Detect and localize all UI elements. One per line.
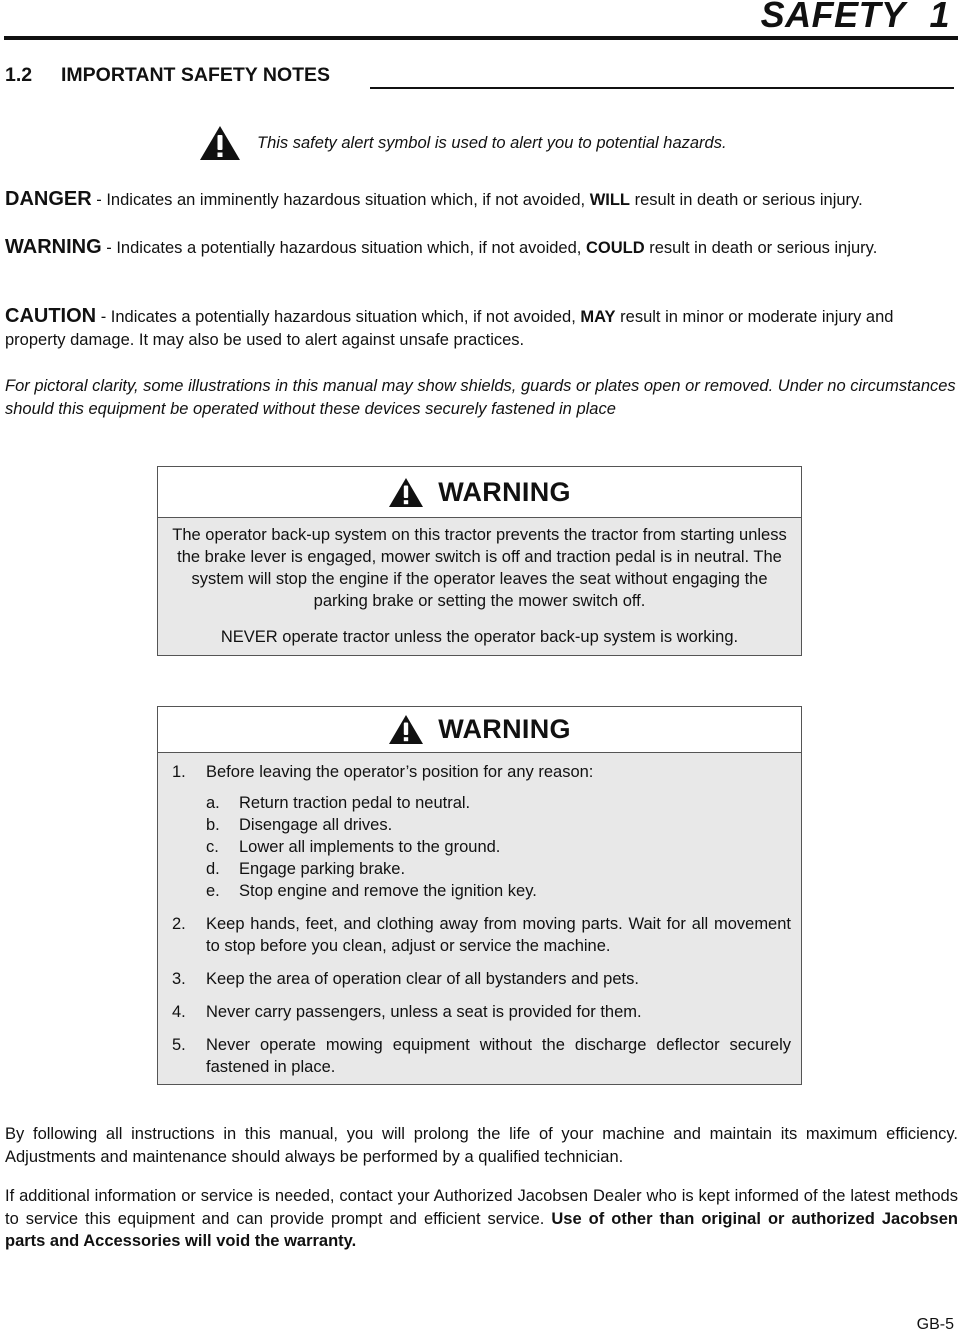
list-item-text: Never carry passengers, unless a seat is provided for them. (206, 1003, 642, 1021)
list-item-number: 3. (172, 970, 186, 988)
sub-item-letter: d. (206, 860, 220, 878)
list-item-text: Before leaving the operator’s position for any reason: (206, 763, 594, 781)
warning-box-body (158, 518, 801, 648)
caution-text-post: result in minor or moderate injury and property damage. It may also be used to alert against unsafe practices. (5, 308, 894, 349)
list-item-number: 5. (172, 1036, 186, 1054)
warning-footer-text: NEVER operate tractor unless the operator back-up system is working. (220, 628, 739, 646)
alert-symbol-row (199, 125, 727, 161)
section-title: IMPORTANT SAFETY NOTES (61, 64, 331, 86)
warning-text-post: result in death or serious injury. (644, 239, 878, 257)
clarity-note: For pictoral clarity, some illustrations in this manual may show shields, guards or plates open or removed. Under no circumstances should this equipment be operated without these devices securely fastened in place (5, 377, 956, 418)
caution-text-pre: - Indicates a potentially hazardous situation which, if not avoided, (96, 308, 581, 326)
page-number: GB-5 (916, 1316, 954, 1333)
sub-item-letter: e. (206, 882, 220, 900)
dealer-text: If additional information or service is needed, contact your Authorized Jacobsen Dealer who is kept informed of the latest methods to service this equipment and can provide prompt and efficient service. (5, 1187, 958, 1228)
list-item (172, 1034, 791, 1078)
alert-symbol-note: This safety alert symbol is used to alert you to potential hazards. (257, 133, 727, 152)
warning-term: WARNING (5, 236, 102, 258)
warning-box-operating-rules (157, 706, 802, 1085)
warning-icon (388, 477, 424, 508)
caution-term: CAUTION (5, 305, 97, 327)
caution-definition (5, 305, 958, 351)
caution-keyword: MAY (580, 308, 616, 326)
sub-item-letter: a. (206, 794, 220, 812)
closing-paragraph-maintenance: By following all instructions in this manual, you will prolong the life of your machine and maintain its maximum efficiency. Adjustments and maintenance should always be performed by a qualified technician. (5, 1125, 958, 1166)
warning-title: WARNING (438, 476, 571, 507)
list-item-text: Keep the area of operation clear of all bystanders and pets. (206, 970, 639, 988)
list-item (172, 968, 791, 990)
sub-list-item (206, 792, 791, 814)
warning-box-header (158, 467, 801, 518)
warranty-notice: Use of other than original or authorized Jacobsen parts and Accessories will void the warranty. (5, 1209, 958, 1250)
danger-text-pre: - Indicates an imminently hazardous situation which, if not avoided, (91, 191, 590, 209)
list-item-text: Never operate mowing equipment without the discharge deflector securely fastened in place. (206, 1036, 791, 1076)
sub-item-text: Disengage all drives. (239, 816, 393, 834)
warning-text-pre: - Indicates a potentially hazardous situation which, if not avoided, (101, 239, 586, 257)
warning-keyword: COULD (585, 239, 645, 257)
list-item (172, 761, 791, 783)
danger-text-post: result in death or serious injury. (630, 191, 863, 209)
section-underline (370, 87, 954, 89)
warning-title: WARNING (438, 714, 571, 744)
sub-list-item (206, 858, 791, 880)
list-item (172, 1001, 791, 1023)
sub-list-item (206, 836, 791, 858)
section-number: 1.2 (5, 64, 33, 86)
sub-list (172, 792, 791, 902)
danger-keyword: WILL (589, 191, 631, 209)
page-header-title: SAFETY 1 (760, 0, 950, 35)
list-item (172, 913, 791, 957)
safety-alert-icon (199, 125, 241, 161)
warning-list (158, 753, 801, 1078)
sub-item-letter: c. (206, 838, 219, 856)
sub-list-item (206, 880, 791, 902)
sub-item-text: Lower all implements to the ground. (239, 838, 501, 856)
sub-list-item (206, 814, 791, 836)
warning-icon (388, 714, 424, 745)
header-rule (4, 36, 958, 40)
sub-item-text: Stop engine and remove the ignition key. (239, 882, 537, 900)
warning-box-operator-backup (157, 466, 802, 656)
sub-item-text: Engage parking brake. (239, 860, 406, 878)
sub-item-letter: b. (206, 816, 220, 834)
warning-definition (5, 236, 958, 260)
list-item-number: 2. (172, 915, 186, 933)
list-item-number: 1. (172, 763, 186, 781)
list-item-text: Keep hands, feet, and clothing away from moving parts. Wait for all movement to stop before you clean, adjust or service the machine. (206, 915, 791, 955)
warning-body-text: The operator back-up system on this tractor prevents the tractor from starting unless the brake lever is engaged, mower switch is off and traction pedal is in neutral. The system will stop the engine if the operator leaves the seat without engaging the parking brake or setting the mower switch off. (172, 526, 787, 610)
warning-box-header (158, 707, 801, 753)
closing-paragraph-dealer (5, 1185, 958, 1253)
danger-term: DANGER (5, 188, 92, 210)
sub-item-text: Return traction pedal to neutral. (239, 794, 471, 812)
list-item-number: 4. (172, 1003, 186, 1021)
danger-definition (5, 188, 958, 212)
